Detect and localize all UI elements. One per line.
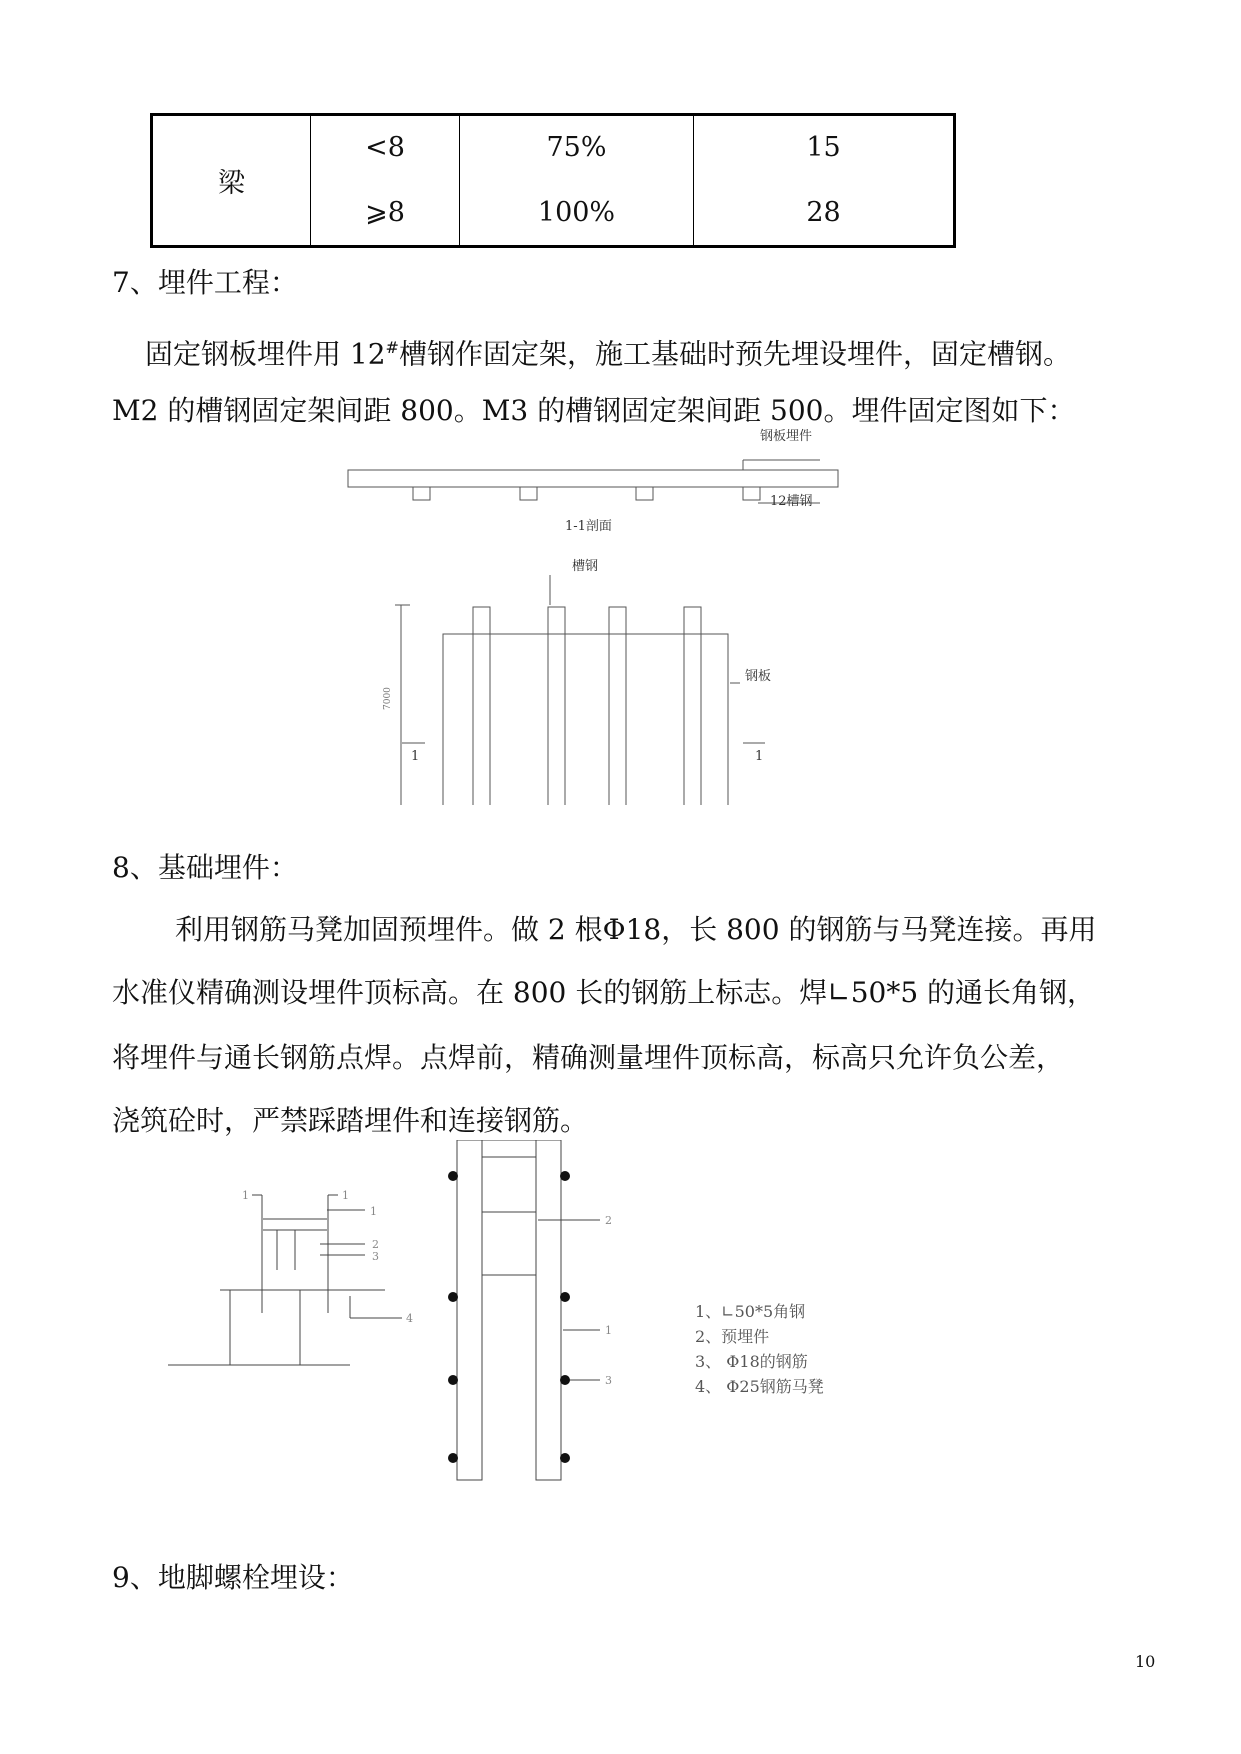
- channel-plan: [473, 607, 490, 805]
- plate-plan-rect: [443, 634, 728, 805]
- label-cut: 1: [242, 1189, 249, 1202]
- label-plate-embed: 钢板埋件: [760, 429, 813, 444]
- embed-fixing-figure: [340, 425, 860, 805]
- table-cell-span: ⩾8: [311, 179, 460, 246]
- weld-point: [448, 1171, 458, 1181]
- rebar-right: [536, 1140, 561, 1480]
- legend-item-4: 4、 Φ25钢筋马凳: [695, 1377, 824, 1396]
- section-8-paragraph-line2: 水准仪精确测设埋件顶标高。在 800 长的钢筋上标志。焊∟50*5 的通长角钢，: [112, 976, 1096, 1009]
- label-channel-12: 12槽钢: [770, 494, 813, 509]
- label-dimension: 7000: [383, 687, 393, 710]
- label-plate: 钢板: [745, 669, 772, 684]
- channel-section: [743, 487, 760, 500]
- text-span: 固定钢板埋件用 12: [145, 337, 386, 371]
- label-cut-left: 1: [411, 749, 420, 764]
- channel-section: [520, 487, 537, 500]
- legend-item-1: 1、∟50*5角钢: [695, 1302, 806, 1321]
- weld-point: [560, 1375, 570, 1385]
- table-cell-span: <8: [311, 115, 460, 180]
- label-section-1-1: 1-1剖面: [565, 519, 612, 534]
- label-channel: 槽钢: [572, 559, 599, 574]
- section-7-paragraph-line1: [145, 330, 1071, 372]
- channel-plan: [548, 607, 565, 805]
- page-number: 10: [1135, 1652, 1156, 1671]
- section-8-heading: 8、基础埋件：: [112, 851, 298, 884]
- label-cut: 1: [342, 1189, 349, 1202]
- label-num: 2: [605, 1214, 612, 1227]
- foundation-embed-figure: [160, 1140, 920, 1485]
- section-8-paragraph-line3: 将埋件与通长钢筋点焊。点焊前，精确测量埋件顶标高，标高只允许负公差，: [112, 1041, 1065, 1074]
- table-cell-strength: 100%: [460, 179, 694, 246]
- section-8-paragraph-line1: 利用钢筋马凳加固预埋件。做 2 根Φ18，长 800 的钢筋与马凳连接。再用: [175, 913, 1097, 946]
- table-cell-days: 15: [694, 115, 955, 180]
- section-9-heading: 9、地脚螺栓埋设：: [112, 1561, 354, 1594]
- weld-point: [448, 1453, 458, 1463]
- channel-plan: [609, 607, 626, 805]
- section-7-heading: 7、埋件工程：: [112, 266, 298, 299]
- legend-item-3: 3、 Φ18的钢筋: [695, 1352, 808, 1371]
- label-num: 3: [372, 1250, 379, 1263]
- label-num: 1: [605, 1324, 612, 1337]
- label-num: 4: [406, 1312, 413, 1325]
- table-cell-strength: 75%: [460, 115, 694, 180]
- section-7-paragraph-line2: M2 的槽钢固定架间距 800。M3 的槽钢固定架间距 500。埋件固定图如下：: [112, 394, 1076, 427]
- table-cell-days: 28: [694, 179, 955, 246]
- label-num: 3: [605, 1374, 612, 1387]
- weld-point: [560, 1171, 570, 1181]
- weld-points: [448, 1171, 570, 1463]
- weld-point: [448, 1292, 458, 1302]
- rebar-left: [457, 1140, 482, 1480]
- channel-section: [636, 487, 653, 500]
- legend-item-2: 2、预埋件: [695, 1327, 770, 1346]
- plate-section-rect: [348, 470, 838, 487]
- spec-table: [150, 113, 956, 248]
- superscript: #: [385, 338, 399, 357]
- label-num: 2: [372, 1238, 379, 1251]
- section-8-paragraph-line4: 浇筑砼时，严禁踩踏埋件和连接钢筋。: [112, 1104, 589, 1137]
- weld-point: [560, 1453, 570, 1463]
- weld-point: [560, 1292, 570, 1302]
- channel-section: [413, 487, 430, 500]
- weld-point: [448, 1375, 458, 1385]
- label-cut-right: 1: [755, 749, 764, 764]
- table-cell-member: 梁: [152, 115, 311, 247]
- label-num: 1: [370, 1205, 377, 1218]
- text-span: 槽钢作固定架，施工基础时预先埋设埋件，固定槽钢。: [398, 337, 1071, 371]
- channel-plan: [684, 607, 701, 805]
